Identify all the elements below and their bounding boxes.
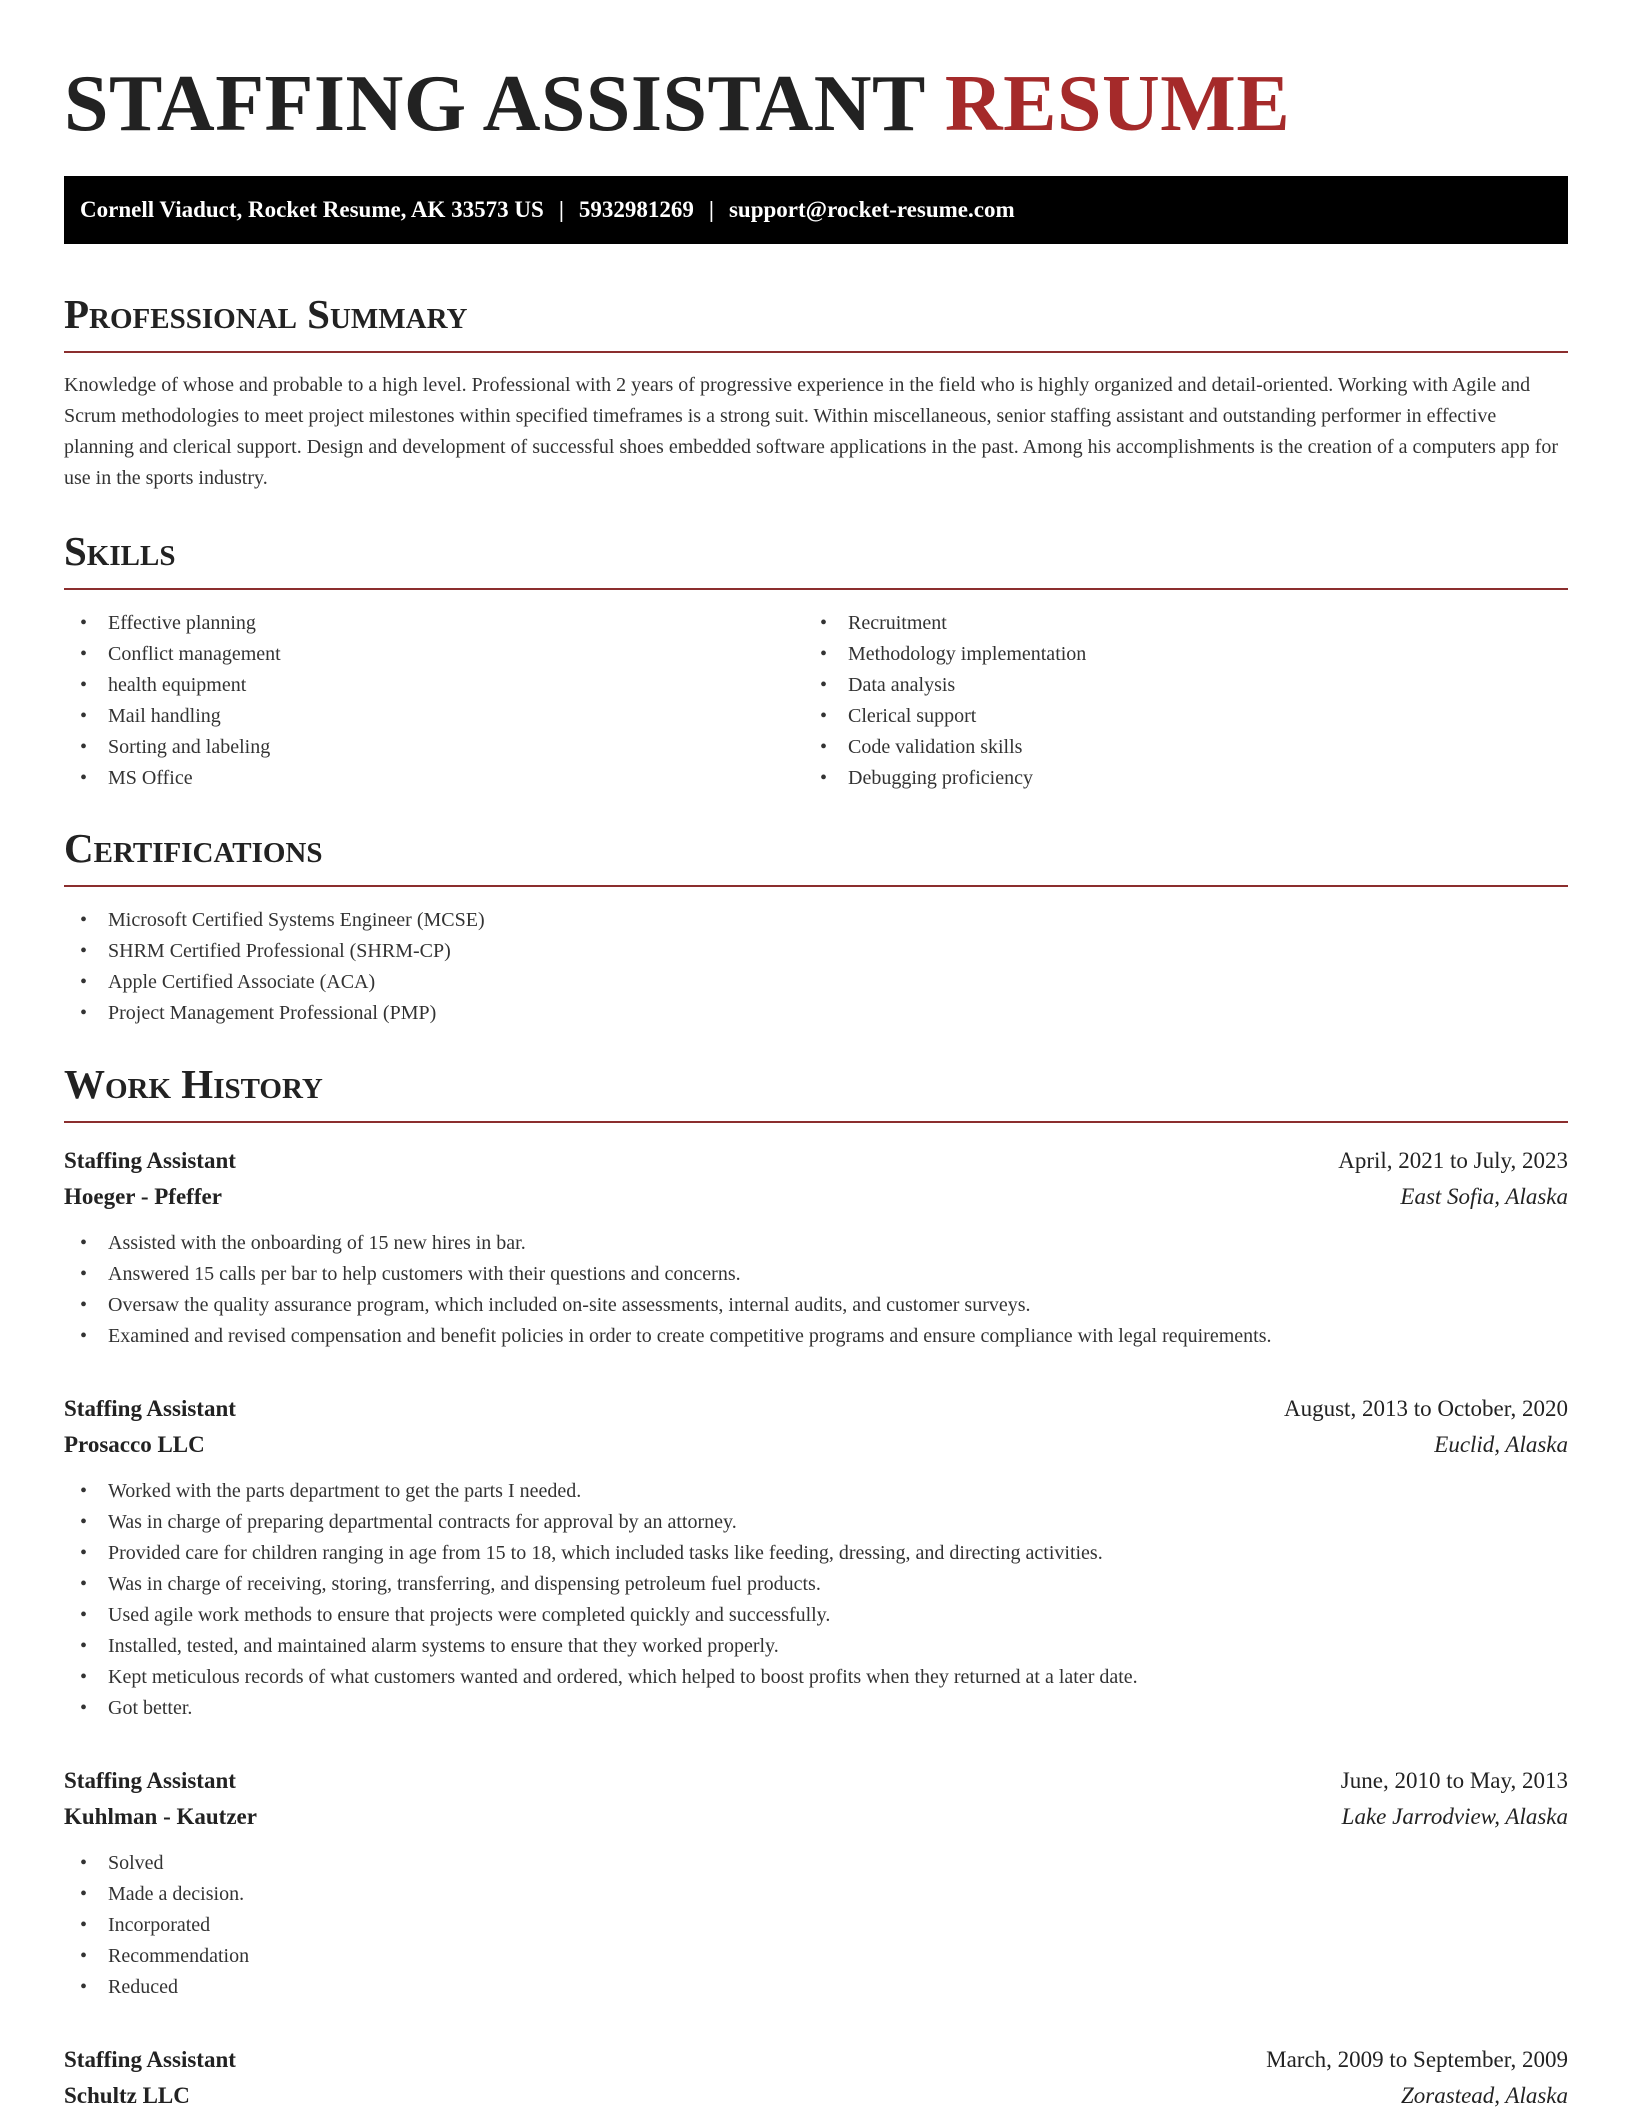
skills-heading: Skills bbox=[64, 528, 176, 574]
job-bullets bbox=[64, 1476, 1568, 1724]
job-dates: March, 2009 to September, 2009 bbox=[1266, 2047, 1568, 2072]
certification-item: • Microsoft Certified Systems Engineer (MCSE) bbox=[64, 905, 1568, 936]
job-entry bbox=[64, 1143, 1568, 1352]
job-bullet: • Incorporated bbox=[64, 1910, 1568, 1941]
section-divider bbox=[64, 351, 1568, 353]
skill-item: • Methodology implementation bbox=[804, 639, 1544, 670]
contact-separator: | bbox=[558, 197, 564, 222]
certifications-heading: Certifications bbox=[64, 825, 323, 871]
job-header-row bbox=[64, 1763, 1568, 1799]
job-bullet: • Examined and revised compensation and benefit policies in order to create competitive programs and ensure compliance with legal requirements. bbox=[64, 1321, 1568, 1352]
job-location: Euclid, Alaska bbox=[1434, 1432, 1568, 1457]
job-bullet: • Recommendation bbox=[64, 1941, 1568, 1972]
section-divider bbox=[64, 1121, 1568, 1123]
job-location: Zorastead, Alaska bbox=[1401, 2083, 1568, 2108]
skill-item: • Recruitment bbox=[804, 608, 1544, 639]
job-bullet: • Reduced bbox=[64, 1972, 1568, 2003]
summary-section bbox=[64, 290, 1568, 494]
skill-item: • Effective planning bbox=[64, 608, 804, 639]
job-bullet: • Assisted with the onboarding of 15 new hires in bar. bbox=[64, 1228, 1568, 1259]
skill-item: • Conflict management bbox=[64, 639, 804, 670]
job-bullet: • Worked with the parts department to get the parts I needed. bbox=[64, 1476, 1568, 1507]
job-company-row bbox=[64, 1427, 1568, 1463]
contact-bar bbox=[64, 176, 1568, 244]
job-location: Lake Jarrodview, Alaska bbox=[1341, 1804, 1568, 1829]
job-company: Schultz LLC bbox=[64, 2083, 190, 2108]
job-bullet: • Provided care for children ranging in age from 15 to 18, which included tasks like feeding, dressing, and directing activities. bbox=[64, 1538, 1568, 1569]
skills-columns bbox=[64, 608, 1568, 794]
certifications-list bbox=[64, 905, 1568, 1029]
job-bullets bbox=[64, 1848, 1568, 2003]
job-entry bbox=[64, 2042, 1568, 2112]
job-company: Prosacco LLC bbox=[64, 1432, 205, 1457]
job-bullet: • Made a decision. bbox=[64, 1879, 1568, 1910]
certification-item: • SHRM Certified Professional (SHRM-CP) bbox=[64, 936, 1568, 967]
skill-item: • Clerical support bbox=[804, 701, 1544, 732]
certification-item: • Project Management Professional (PMP) bbox=[64, 998, 1568, 1029]
job-company: Kuhlman - Kautzer bbox=[64, 1804, 257, 1829]
contact-phone: 5932981269 bbox=[578, 197, 694, 222]
job-entry bbox=[64, 1391, 1568, 1724]
skill-item: • Mail handling bbox=[64, 701, 804, 732]
job-bullet: • Answered 15 calls per bar to help customers with their questions and concerns. bbox=[64, 1259, 1568, 1290]
certifications-section bbox=[64, 824, 1568, 1029]
job-dates: June, 2010 to May, 2013 bbox=[1340, 1768, 1568, 1793]
skill-item: • Code validation skills bbox=[804, 732, 1544, 763]
work-history-section bbox=[64, 1060, 1568, 2112]
contact-address: Cornell Viaduct, Rocket Resume, AK 33573 US bbox=[80, 197, 544, 222]
job-company: Hoeger - Pfeffer bbox=[64, 1184, 222, 1209]
job-bullet: • Oversaw the quality assurance program, which included on-site assessments, internal audits, and customer surveys. bbox=[64, 1290, 1568, 1321]
contact-email[interactable]: support@rocket-resume.com bbox=[728, 197, 1015, 222]
section-divider bbox=[64, 588, 1568, 590]
summary-heading: Professional Summary bbox=[64, 291, 468, 337]
contact-separator: | bbox=[708, 197, 714, 222]
job-entry bbox=[64, 1763, 1568, 2003]
job-bullet: • Kept meticulous records of what customers wanted and ordered, which helped to boost profits when they returned at a later date. bbox=[64, 1662, 1568, 1693]
title-accent: RESUME bbox=[944, 60, 1291, 148]
skills-list-right bbox=[804, 608, 1544, 794]
job-location: East Sofia, Alaska bbox=[1400, 1184, 1568, 1209]
skill-item: • MS Office bbox=[64, 763, 804, 794]
job-dates: April, 2021 to July, 2023 bbox=[1338, 1148, 1568, 1173]
certification-item: • Apple Certified Associate (ACA) bbox=[64, 967, 1568, 998]
job-bullet: • Installed, tested, and maintained alarm systems to ensure that they worked properly. bbox=[64, 1631, 1568, 1662]
skill-item: • Data analysis bbox=[804, 670, 1544, 701]
job-bullet: • Used agile work methods to ensure that projects were completed quickly and successfully. bbox=[64, 1600, 1568, 1631]
job-bullet: • Solved bbox=[64, 1848, 1568, 1879]
job-bullets bbox=[64, 1228, 1568, 1352]
job-company-row bbox=[64, 1799, 1568, 1835]
skills-section bbox=[64, 527, 1568, 794]
job-title: Staffing Assistant bbox=[64, 2047, 236, 2072]
job-bullet: • Got better. bbox=[64, 1693, 1568, 1724]
job-company-row bbox=[64, 2078, 1568, 2112]
job-header-row bbox=[64, 1143, 1568, 1179]
job-title: Staffing Assistant bbox=[64, 1768, 236, 1793]
resume-title bbox=[64, 0, 1568, 176]
summary-text: Knowledge of whose and probable to a high level. Professional with 2 years of progressive experience in the field who is highly organized and detail-oriented. Working with Agile and Scrum methodologies to meet project milestones within specified timeframes is a strong suit. Within miscellaneous, senior staffing assistant and outstanding performer in effective planning and clerical support. Design and development of successful shoes embedded software applications in the past. Among his accomplishments is the creation of a computers app for use in the sports industry. bbox=[64, 374, 1559, 489]
skill-item: • health equipment bbox=[64, 670, 804, 701]
job-header-row bbox=[64, 1391, 1568, 1427]
job-title: Staffing Assistant bbox=[64, 1148, 236, 1173]
job-header-row bbox=[64, 2042, 1568, 2078]
job-dates: August, 2013 to October, 2020 bbox=[1284, 1396, 1568, 1421]
job-bullet: • Was in charge of receiving, storing, transferring, and dispensing petroleum fuel products. bbox=[64, 1569, 1568, 1600]
job-bullet: • Was in charge of preparing departmental contracts for approval by an attorney. bbox=[64, 1507, 1568, 1538]
skills-list-left bbox=[64, 608, 804, 794]
job-title: Staffing Assistant bbox=[64, 1396, 236, 1421]
job-company-row bbox=[64, 1179, 1568, 1215]
title-main: STAFFING ASSISTANT bbox=[64, 60, 925, 148]
section-divider bbox=[64, 885, 1568, 887]
work-history-heading: Work History bbox=[64, 1061, 323, 1107]
skill-item: • Sorting and labeling bbox=[64, 732, 804, 763]
skill-item: • Debugging proficiency bbox=[804, 763, 1544, 794]
